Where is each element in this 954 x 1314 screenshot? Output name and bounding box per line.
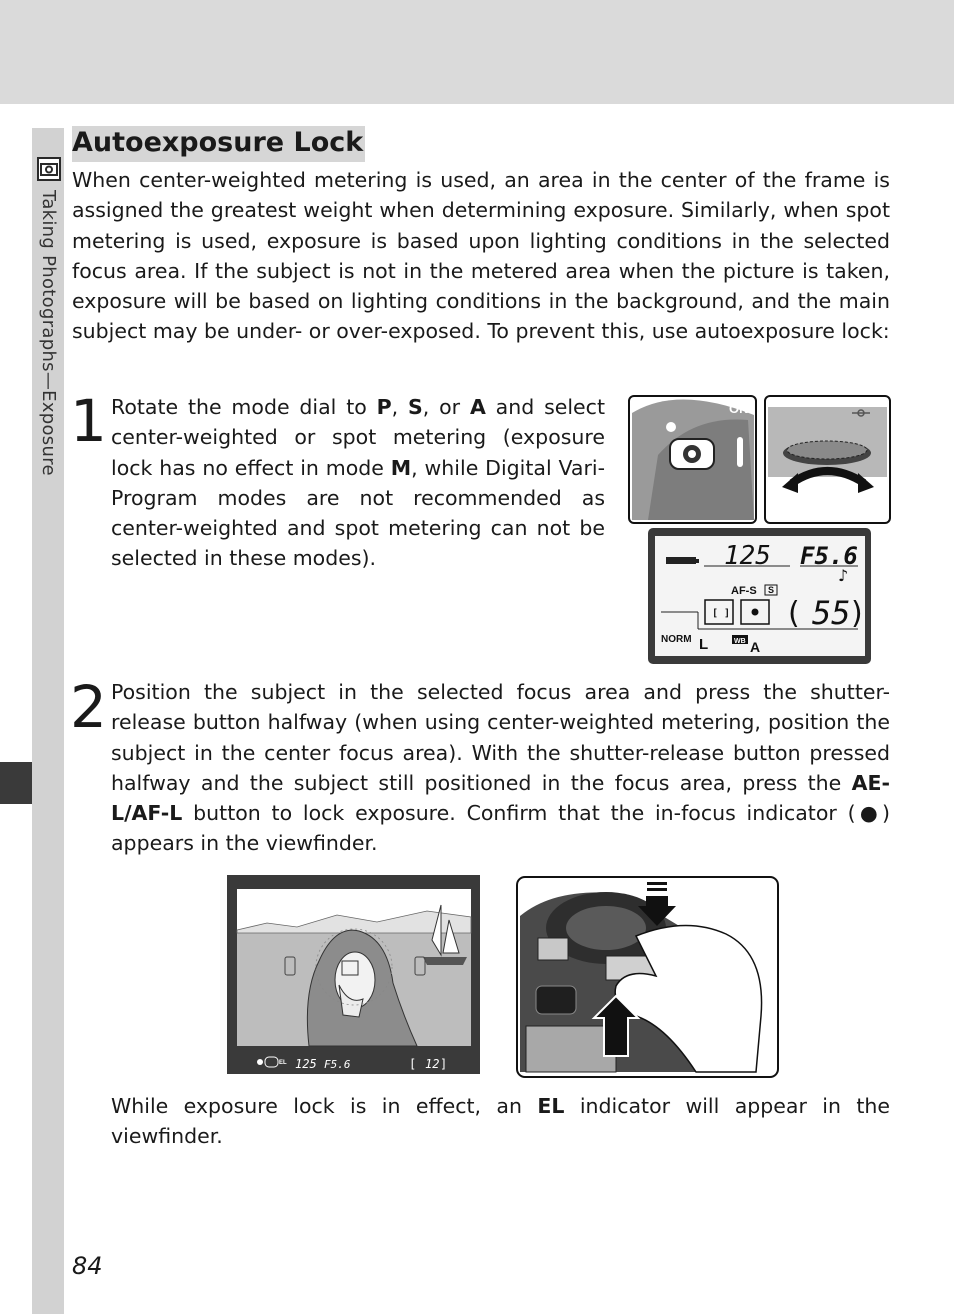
lcd-image-size: L — [699, 636, 709, 653]
lcd-shutter-speed: 125 — [724, 541, 771, 571]
page-number: 84 — [72, 1252, 103, 1280]
viewfinder-shutter: 125 — [295, 1057, 317, 1071]
svg-text:]: ] — [440, 1057, 448, 1071]
svg-text:): ) — [851, 596, 863, 631]
mode-dial-illustration — [628, 395, 757, 524]
viewfinder-aperture: F5.6 — [324, 1058, 351, 1071]
lcd-af-mode: AF-S — [731, 585, 757, 597]
viewfinder-count: 12 — [425, 1057, 440, 1071]
area-af-icon: [ ] — [712, 608, 731, 619]
viewfinder-el-indicator: EL — [279, 1060, 287, 1066]
lcd-quality: NORM — [661, 634, 692, 645]
step-1-text: Rotate the mode dial to P, S, or A and select center-weighted or spot metering (exposure lock has no effect in mode M, while Digital Vari-Program modes are not recommended as center-weighted and spot metering can not be selected in these modes). — [111, 395, 606, 571]
svg-text:(: ( — [788, 596, 800, 631]
closing-note: While exposure lock is in effect, an EL indicator will appear in the viewfinder. — [111, 1094, 890, 1149]
command-dial-illustration — [764, 395, 891, 524]
header-band — [0, 0, 954, 104]
camera-section-icon — [37, 157, 61, 181]
on-label: ON — [729, 401, 749, 416]
chapter-tab-marker — [0, 762, 32, 804]
step-2-text: Position the subject in the selected focus area and press the shutter-release button halfway (when using center-weighted metering, position the subject in the center focus area). With the shutter-release button pressed halfway and the subject still positioned in the focus area, press the AE-L/AF-L button to lock exposure. Confirm that the in-focus indicator (●) appears in the viewfinder. — [111, 680, 890, 856]
section-label: Taking Photographs—Exposure — [38, 190, 59, 476]
intro-paragraph: When center-weighted metering is used, an area in the center of the frame is assigned the greatest weight when determining exposure. Similarly, when spot metering is used, exposure is based upon lighting conditions in the selected focus area. If the subject is not in the metered area when the picture is taken, exposure will be based on lighting conditions in the background, and the main subject may be under- or over-exposed. To prevent this, use autoexposure lock: — [72, 168, 890, 344]
in-focus-indicator-icon — [257, 1059, 263, 1065]
lcd-frame-count: 55 — [812, 594, 851, 632]
lcd-af-sub: S — [768, 585, 775, 595]
page-title: Autoexposure Lock — [72, 126, 365, 162]
control-panel-lcd-illustration — [648, 528, 871, 664]
lcd-wb-icon: WB — [734, 638, 746, 645]
svg-text:[: [ — [409, 1057, 417, 1071]
lcd-wb-mode: A — [750, 639, 761, 655]
beep-icon: ♪ — [838, 566, 849, 585]
step-number-2: 2 — [70, 673, 107, 741]
step-number-1: 1 — [70, 387, 107, 455]
lcd-aperture: F5.6 — [800, 542, 858, 570]
camera-hands-illustration — [516, 876, 779, 1078]
spot-metering-icon — [752, 609, 759, 616]
viewfinder-illustration — [227, 875, 480, 1074]
